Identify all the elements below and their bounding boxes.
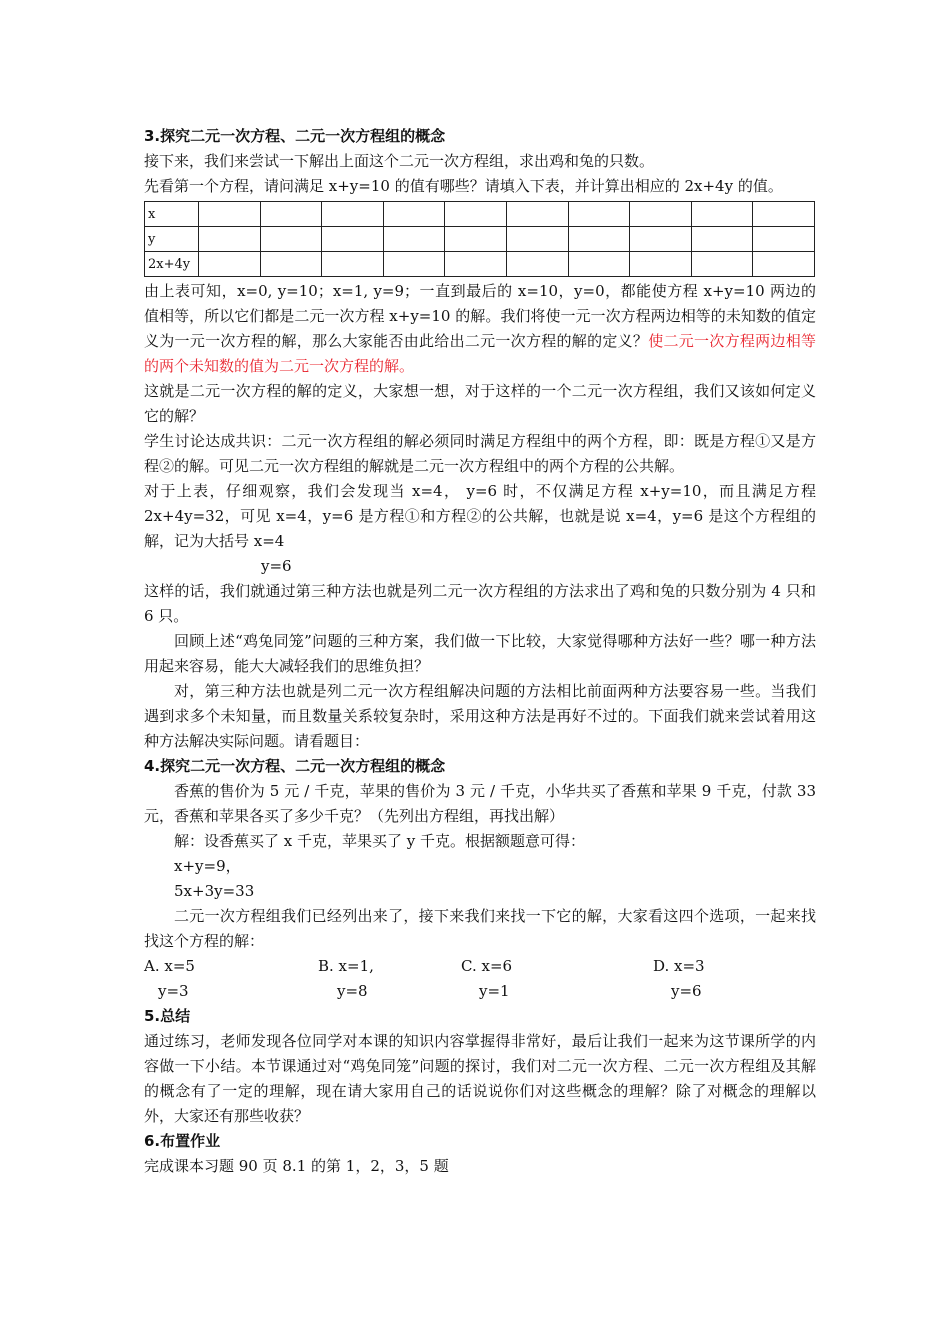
equation-1: x+y=9， bbox=[174, 857, 241, 875]
table-row bbox=[145, 252, 815, 277]
table-cell bbox=[753, 202, 815, 227]
sec3-paragraph-3-text: 由上表可知，x=0, y=10；x=1, y=9；一直到最后的 x=10，y=0，都能使方程 x+y=10 两边的值相等，所以它们都是二元一次方程 x+y=10 的解。我们将使一元一次方程两边相等的未知数的值定义为一元一次方程的解，那么大家能否由此给出二元一次方程的解的定义？ bbox=[144, 282, 816, 350]
table-cell bbox=[506, 227, 568, 252]
table-cell bbox=[691, 252, 753, 277]
table-cell bbox=[260, 227, 322, 252]
option-c-x: C. x=6 bbox=[461, 957, 513, 975]
table-cell bbox=[260, 202, 322, 227]
table-cell bbox=[199, 227, 261, 252]
table-cell bbox=[506, 202, 568, 227]
option-d-y: y=6 bbox=[671, 982, 702, 1000]
sec3-paragraph-6: 对于上表，仔细观察，我们会发现当 x=4， y=6 时，不仅满足方程 x+y=10，而且满足方程 2x+4y=32，可见 x=4，y=6 是方程①和方程②的公共解，也就是说 x=4，y=6 是这个方程组的解，记为大括号 x=4 bbox=[144, 482, 816, 550]
sec3-paragraph-2: 先看第一个方程，请问满足 x+y=10 的值有哪些？请填入下表，并计算出相应的 2x+4y 的值。 bbox=[144, 177, 783, 195]
table-row bbox=[145, 227, 815, 252]
fill-in-table bbox=[144, 201, 815, 277]
table-cell bbox=[753, 227, 815, 252]
option-d-x: D. x=3 bbox=[653, 957, 705, 975]
section-4-heading: 4.探究二元一次方程、二元一次方程组的概念 bbox=[144, 757, 446, 775]
equation-2: 5x+3y=33 bbox=[174, 882, 255, 900]
table-cell bbox=[445, 202, 507, 227]
table-cell bbox=[383, 252, 445, 277]
sec3-paragraph-4: 这就是二元一次方程的解的定义，大家想一想，对于这样的一个二元一次方程组，我们又该如何定义它的解？ bbox=[144, 382, 816, 425]
table-cell bbox=[199, 202, 261, 227]
sec3-paragraph-1: 接下来，我们来尝试一下解出上面这个二元一次方程组，求出鸡和兔的只数。 bbox=[144, 152, 655, 170]
sec3-brace-y: y=6 bbox=[261, 557, 292, 575]
table-cell bbox=[630, 252, 692, 277]
table-cell bbox=[691, 227, 753, 252]
table-cell bbox=[630, 202, 692, 227]
table-cell bbox=[691, 202, 753, 227]
sec3-paragraph-5: 学生讨论达成共识：二元一次方程组的解必须同时满足方程组中的两个方程，即：既是方程①又是方程②的解。可见二元一次方程组的解就是二元一次方程组中的两个方程的公共解。 bbox=[144, 432, 816, 475]
section-6-heading: 6.布置作业 bbox=[144, 1132, 221, 1150]
section-3-heading: 3.探究二元一次方程、二元一次方程组的概念 bbox=[144, 127, 446, 145]
options-y-row bbox=[144, 979, 816, 1004]
table-row bbox=[145, 202, 815, 227]
sec5-paragraph: 通过练习，老师发现各位同学对本课的知识内容掌握得非常好，最后让我们一起来为这节课所学的内容做一下小结。本节课通过对“鸡兔同笼”问题的探讨，我们对二元一次方程、二元一次方程组及其解的概念有了一定的理解，现在请大家用自己的话说说你们对这些概念的理解？除了对概念的理解以外，大家还有那些收获？ bbox=[144, 1032, 816, 1125]
table-cell bbox=[445, 252, 507, 277]
table-cell bbox=[383, 227, 445, 252]
table-cell bbox=[568, 252, 630, 277]
table-cell bbox=[260, 252, 322, 277]
table-cell bbox=[322, 227, 384, 252]
sec3-paragraph-7: 这样的话，我们就通过第三种方法也就是列二元一次方程组的方法求出了鸡和兔的只数分别为 4 只和 6 只。 bbox=[144, 582, 816, 625]
table-cell bbox=[753, 252, 815, 277]
sec3-paragraph-8: 回顾上述“鸡兔同笼”问题的三种方案，我们做一下比较，大家觉得哪种方法好一些？哪一种方法用起来容易，能大大减轻我们的思维负担？ bbox=[144, 632, 816, 675]
table-cell bbox=[322, 202, 384, 227]
options-x-row bbox=[144, 954, 816, 979]
row-label-x: x bbox=[145, 202, 199, 227]
sec4-problem: 香蕉的售价为 5 元 / 千克，苹果的售价为 3 元 / 千克，小华共买了香蕉和苹果 9 千克，付款 33 元，香蕉和苹果各买了多少千克？（先列出方程组，再找出解） bbox=[144, 782, 816, 825]
option-a-x: A. x=5 bbox=[144, 957, 195, 975]
table-cell bbox=[383, 202, 445, 227]
option-b-x: B. x=1, bbox=[318, 957, 374, 975]
row-label-y: y bbox=[145, 227, 199, 252]
option-c-y: y=1 bbox=[479, 982, 510, 1000]
solution-definition-highlight: 使二元一次方程两边相等的两个未知数的值为二元一次方程的解。 bbox=[144, 332, 816, 375]
option-b-y: y=8 bbox=[337, 982, 368, 1000]
table-cell bbox=[568, 227, 630, 252]
table-cell bbox=[199, 252, 261, 277]
table-cell bbox=[506, 252, 568, 277]
row-label-2x4y: 2x+4y bbox=[145, 252, 199, 277]
sec6-paragraph: 完成课本习题 90 页 8.1 的第 1，2，3，5 题 bbox=[144, 1157, 449, 1175]
sec3-paragraph-9: 对，第三种方法也就是列二元一次方程组解决问题的方法相比前面两种方法要容易一些。当我们遇到求多个未知量，而且数量关系较复杂时，采用这种方法是再好不过的。下面我们就来尝试着用这种方法解决实际问题。请看题目： bbox=[144, 682, 816, 750]
section-5-heading: 5.总结 bbox=[144, 1007, 191, 1025]
sec4-paragraph-3: 二元一次方程组我们已经列出来了，接下来我们来找一下它的解，大家看这四个选项，一起来找找这个方程的解： bbox=[144, 907, 816, 950]
sec4-solution-intro: 解：设香蕉买了 x 千克，苹果买了 y 千克。根据额题意可得： bbox=[174, 832, 586, 850]
table-cell bbox=[630, 227, 692, 252]
sec3-paragraph-3 bbox=[144, 279, 816, 379]
option-a-y: y=3 bbox=[158, 982, 189, 1000]
table-cell bbox=[568, 202, 630, 227]
document-page bbox=[144, 124, 816, 1179]
table-cell bbox=[322, 252, 384, 277]
table-cell bbox=[445, 227, 507, 252]
